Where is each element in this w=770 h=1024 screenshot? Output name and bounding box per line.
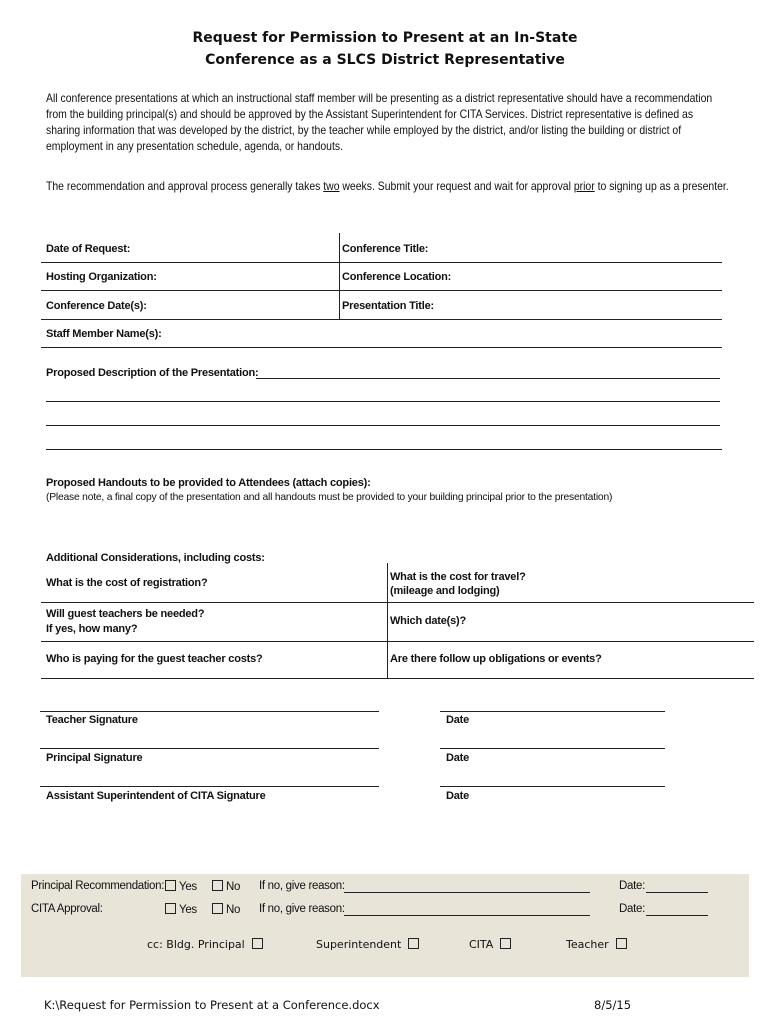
field-divider [41, 262, 722, 263]
cc-superintendent[interactable]: Superintendent [316, 938, 422, 951]
description-blank-line [46, 425, 720, 426]
cita-approval-label: CITA Approval: [31, 903, 103, 915]
teacher-signature-label: Teacher Signature [46, 714, 138, 726]
page-title-line-1: Request for Permission to Present at an In-State [192, 30, 578, 46]
considerations-divider [41, 678, 754, 679]
follow-up-label: Are there follow up obligations or events? [390, 653, 602, 665]
date-line [440, 786, 665, 787]
guest-teacher-payer-label: Who is paying for the guest teacher costs? [46, 653, 263, 665]
considerations-heading: Additional Considerations, including costs: [46, 552, 265, 564]
intro-paragraph-2: The recommendation and approval process generally takes two weeks. Submit your request and wait for approval prior to signing up as a presenter. [46, 180, 729, 193]
registration-cost-label: What is the cost of registration? [46, 577, 208, 589]
checkbox-icon [165, 903, 176, 914]
description-blank-line [46, 401, 720, 402]
staff-member-names-label: Staff Member Name(s): [46, 328, 162, 340]
checkbox-icon [500, 938, 511, 949]
signature-line [40, 786, 379, 787]
cita-no-option[interactable]: No [212, 903, 240, 916]
hosting-organization-label: Hosting Organization: [46, 271, 157, 283]
conference-title-label: Conference Title: [342, 243, 429, 255]
cc-teacher[interactable]: Teacher [566, 938, 630, 951]
date-line [440, 748, 665, 749]
principal-date-blank[interactable] [646, 892, 708, 893]
conference-location-label: Conference Location: [342, 271, 452, 283]
date-of-request-label: Date of Request: [46, 243, 131, 255]
considerations-column-divider [387, 563, 388, 679]
field-divider [41, 290, 722, 291]
cita-reason-label: If no, give reason: [259, 903, 345, 915]
page-title-line-2: Conference as a SLCS District Representative [205, 52, 565, 68]
cc-bldg-principal[interactable]: cc: Bldg. Principal [147, 938, 266, 951]
principal-reason-blank[interactable] [344, 892, 590, 893]
checkbox-icon [165, 880, 176, 891]
checkbox-icon [212, 880, 223, 891]
principal-date-label: Date [446, 752, 470, 764]
guest-teachers-label: Will guest teachers be needed? [46, 608, 205, 620]
cc-cita[interactable]: CITA [469, 938, 514, 951]
description-blank-line [46, 449, 722, 450]
considerations-divider [41, 641, 754, 642]
which-dates-label: Which date(s)? [390, 615, 467, 627]
checkbox-icon [616, 938, 627, 949]
presentation-title-label: Presentation Title: [342, 300, 434, 312]
cita-date-label: Date: [619, 903, 645, 915]
field-column-divider [339, 233, 340, 319]
signature-line [40, 711, 379, 712]
field-divider [41, 319, 722, 320]
principal-reason-label: If no, give reason: [259, 880, 345, 892]
handouts-note: (Please note, a final copy of the presentation and all handouts must be provided to your building principal prior to the presentation) [46, 492, 613, 503]
principal-no-option[interactable]: No [212, 880, 240, 893]
principal-recommendation-label: Principal Recommendation: [31, 880, 165, 892]
proposed-description-label: Proposed Description of the Presentation: [46, 367, 259, 379]
date-line [440, 711, 665, 712]
footer-date: 8/5/15 [594, 998, 632, 1012]
footer-file-path: K:\Request for Permission to Present at a Conference.docx [44, 998, 380, 1012]
checkbox-icon [212, 903, 223, 914]
principal-date-label: Date: [619, 880, 645, 892]
teacher-date-label: Date [446, 714, 470, 726]
principal-yes-option[interactable]: Yes [165, 880, 197, 893]
checkbox-icon [252, 938, 263, 949]
handouts-heading: Proposed Handouts to be provided to Attendees (attach copies): [46, 477, 371, 489]
cita-date-blank[interactable] [646, 915, 708, 916]
field-divider [41, 347, 722, 348]
asst-superintendent-signature-label: Assistant Superintendent of CITA Signature [46, 790, 266, 802]
considerations-divider [41, 602, 754, 603]
intro-paragraph-1: All conference presentations at which an instructional staff member will be presenting as a district representative should have a recommendation from the building principal(s) and should be approved by the Assistant Superintendent for CITA Services. District representative is defined as sharing information that was developed by the district, by the teacher while employed by the district, and/or listing the building or district of employment in any presentation schedule, agenda, or handouts. [46, 92, 713, 153]
conference-dates-label: Conference Date(s): [46, 300, 147, 312]
description-blank-line [256, 378, 720, 379]
travel-cost-label: What is the cost for travel? [390, 571, 526, 583]
asst-superintendent-date-label: Date [446, 790, 470, 802]
principal-signature-label: Principal Signature [46, 752, 143, 764]
signature-line [40, 748, 379, 749]
guest-teachers-count-label: If yes, how many? [46, 623, 138, 635]
travel-cost-sublabel: (mileage and lodging) [390, 585, 500, 597]
checkbox-icon [408, 938, 419, 949]
cita-reason-blank[interactable] [344, 915, 590, 916]
cita-yes-option[interactable]: Yes [165, 903, 197, 916]
